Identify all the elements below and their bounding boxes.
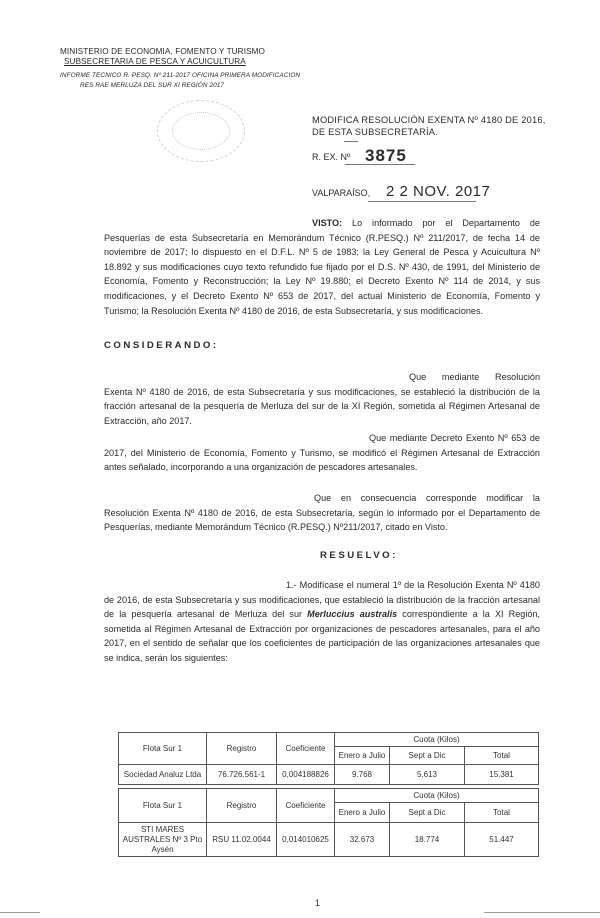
cell-sept-dic: 18.774 xyxy=(390,823,465,857)
reference-code-line: INFORME TECNICO R. PESQ. Nº 211-2017 OFICINA PRIMERA MODIFICACION xyxy=(60,72,301,79)
quota-table-2 xyxy=(118,788,539,857)
visto-paragraph xyxy=(104,216,540,318)
rex-underline xyxy=(345,164,415,165)
header-enero-julio: Enero a Julio xyxy=(335,747,390,765)
date-underline xyxy=(368,201,476,202)
cell-coeficiente: 0,004188826 xyxy=(277,765,335,785)
header-total: Total xyxy=(465,803,539,823)
header-total: Total xyxy=(465,747,539,765)
ministry-title: MINISTERIO DE ECONOMIA, FOMENTO Y TURISMO xyxy=(60,47,266,56)
cell-enero-julio: 9.768 xyxy=(335,765,390,785)
header-cuota: Cuota (Kilos) xyxy=(335,789,539,803)
resuelvo-text-start: 1.- Modifícase el numeral 1º de la Resolución Exenta Nº 4180 de 2016, de esta Subsecretaría y sus modificaciones, que estableció la distribución de la fracción artesanal de la pesquería artesanal de Merluza del sur xyxy=(104,580,540,620)
cell-enero-julio: 32.673 xyxy=(335,823,390,857)
cell-registro: 76.726.561-1 xyxy=(207,765,277,785)
cell-total: 15.381 xyxy=(465,765,539,785)
header-flota: Flota Sur 1 xyxy=(119,789,207,823)
rex-label: R. EX. Nº xyxy=(312,152,351,162)
header-sept-dic: Sept a Dic xyxy=(390,803,465,823)
considerando-paragraph-2: Que mediante Decreto Exento Nº 653 de 2017, del Ministerio de Economía, Fomento y Turismo, se modificó el Régimen Artesanal de Extracción antes señalado, incorporando a una organización de pescadores artesanales. xyxy=(104,433,540,473)
cell-organization: Sociedad Analuz Ltda xyxy=(119,765,207,785)
resolution-date: 2 2 NOV. 2017 xyxy=(386,183,491,200)
cell-sept-dic: 5.613 xyxy=(390,765,465,785)
table-row xyxy=(119,765,539,785)
resuelvo-heading: RESUELVO: xyxy=(320,550,398,561)
header-registro: Registro xyxy=(207,789,277,823)
resolution-subject-line1: MODIFICA RESOLUCIÓN EXENTA Nº 4180 DE 2016, xyxy=(312,115,546,125)
page-number: 1 xyxy=(315,898,321,908)
species-name: Merluccius australis xyxy=(307,609,398,620)
resolution-subject-line2: DE ESTA SUBSECRETARÍA. xyxy=(312,127,438,137)
cell-organization: STI MARES AUSTRALES Nº 3 Pto Aysén xyxy=(119,823,207,857)
scan-edge-left xyxy=(0,912,40,913)
cell-registro: RSU 11.02.0044 xyxy=(207,823,277,857)
subsecretaria-title: SUBSECRETARIA DE PESCA Y ACUICULTURA xyxy=(64,57,246,66)
scan-edge-right xyxy=(484,912,600,913)
header-cuota: Cuota (Kilos) xyxy=(335,733,539,747)
considerando-paragraph-1: Que mediante Resolución Exenta Nº 4180 de 2016, de esta Subsecretaría y sus modificaciones, se estableció la distribución de la fracción artesanal de la pesquería de Merluza del sur de la XI Región, sometida al Régimen Artesanal de Extracción, año 2017. xyxy=(104,372,540,426)
resuelvo-paragraph-1 xyxy=(104,578,540,666)
header-coeficiente: Coeficiente xyxy=(277,789,335,823)
reference-subject-line: RES RAE MERLUZA DEL SUR XI REGIÓN 2017 xyxy=(80,82,225,89)
rex-number: 3875 xyxy=(365,146,407,165)
place-label: VALPARAÍSO, xyxy=(312,188,371,198)
cell-coeficiente: 0,014010625 xyxy=(277,823,335,857)
considerando-paragraph-3: Que en consecuencia corresponde modificar la Resolución Exenta Nº 4180 de 2016, de esta Subsecretaría, según lo informado por el Departamento de Pesquerías, mediante Memorándum Técnico (R.PESQ.) Nº211/2017, citado en Visto. xyxy=(104,493,540,533)
table-row xyxy=(119,823,539,857)
considerando-heading: CONSIDERANDO: xyxy=(104,340,219,351)
official-stamp-inner xyxy=(172,112,230,150)
header-coeficiente: Coeficiente xyxy=(277,733,335,765)
rex-dash xyxy=(344,141,358,142)
cell-total: 51.447 xyxy=(465,823,539,857)
header-registro: Registro xyxy=(207,733,277,765)
visto-label: VISTO: xyxy=(312,218,343,228)
header-flota: Flota Sur 1 xyxy=(119,733,207,765)
header-enero-julio: Enero a Julio xyxy=(335,803,390,823)
quota-table-1 xyxy=(118,732,539,785)
resuelvo-text-end: correspondiente a la XI Región, sometida al Régimen Artesanal de Extracción por organizaciones de pescadores artesanales, para el año 2017, en el sentido de señalar que los coeficientes de participación de las organizaciones artesanales que se indica, serán los siguientes: xyxy=(104,609,540,663)
header-sept-dic: Sept a Dic xyxy=(390,747,465,765)
visto-text: Lo informado por el Departamento de Pesquerías de esta Subsecretaría en Memorándum Técnico (R.PESQ.) Nº 211/2017, de fecha 14 de noviembre de 2017; lo dispuesto en el D.F.L. Nº 5 de 1983; la Ley General de Pesca y Acuicultura Nº 18.892 y sus modificaciones cuyo texto refundido fue fijado por el D.S. Nº 430, de 1991, del Ministerio de Economía, Fomento y Reconstrucción; la Ley Nº 19.880; el Decreto Exento Nº 114 de 2014, y sus modificaciones, y el Decreto Exento Nº 653 de 2017, del actual Ministerio de Economía, Fomento y Turismo; la Resolución Exenta Nº 4180 de 2016, de esta Subsecretaría, y sus modificaciones. xyxy=(104,218,540,316)
